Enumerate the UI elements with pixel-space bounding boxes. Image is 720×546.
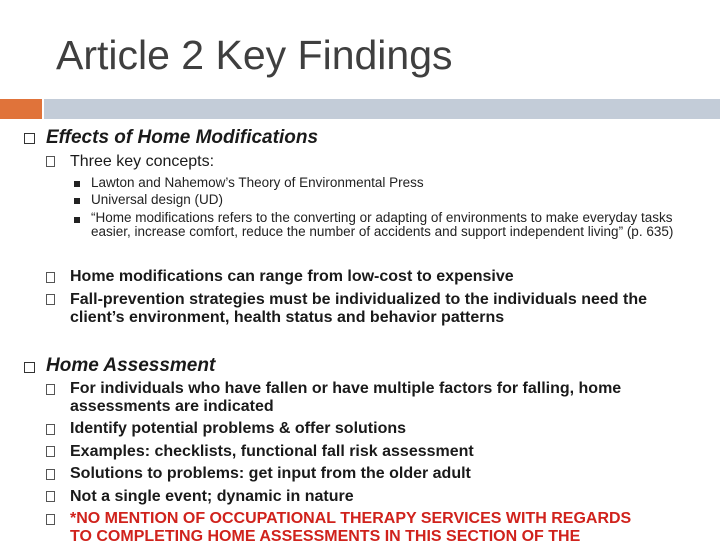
hollow-box-bullet-icon — [46, 514, 55, 525]
sub-item-line: Fall-prevention strategies must be individualized to the individuals need the — [70, 291, 647, 308]
filled-square-bullet-icon — [74, 198, 80, 204]
filled-square-bullet-icon — [74, 181, 80, 187]
ot-note-line: *NO MENTION OF OCCUPATIONAL THERAPY SERVICES WITH REGARDS — [70, 510, 632, 527]
concept-item: Lawton and Nahemow’s Theory of Environmental Press — [91, 175, 424, 190]
hollow-square-bullet-icon — [24, 362, 35, 373]
hollow-square-bullet-icon — [24, 133, 35, 144]
hollow-box-bullet-icon — [46, 272, 55, 283]
assessment-item-line: assessments are indicated — [70, 398, 274, 415]
hollow-box-bullet-icon — [46, 469, 55, 480]
hollow-box-bullet-icon — [46, 384, 55, 395]
slide-title: Article 2 Key Findings — [56, 32, 453, 78]
hollow-box-bullet-icon — [46, 156, 55, 167]
assessment-item: Examples: checklists, functional fall risk assessment — [70, 443, 474, 460]
section-heading: Home Assessment — [46, 355, 216, 376]
assessment-item: Not a single event; dynamic in nature — [70, 488, 354, 505]
concept-item: “Home modifications refers to the converting or adapting of environments to make everyday tasks easier, increase comfort, reduce the number of accidents and support independent living” (p. 635) — [91, 210, 674, 239]
sub-item: Three key concepts: — [70, 153, 215, 170]
assessment-item: Identify potential problems & offer solutions — [70, 420, 407, 437]
accent-bar-gray — [44, 99, 720, 119]
filled-square-bullet-icon — [74, 217, 80, 223]
concept-item: Universal design (UD) — [91, 192, 224, 207]
hollow-box-bullet-icon — [46, 446, 55, 457]
accent-bar-orange — [0, 99, 42, 119]
sub-item-line: client’s environment, health status and behavior patterns — [70, 309, 505, 326]
assessment-item: Solutions to problems: get input from the older adult — [70, 465, 471, 482]
hollow-box-bullet-icon — [46, 424, 55, 435]
hollow-box-bullet-icon — [46, 294, 55, 305]
bar-divider — [42, 99, 44, 119]
hollow-box-bullet-icon — [46, 491, 55, 502]
ot-note-line: TO COMPLETING HOME ASSESSMENTS IN THIS SECTION OF THE — [70, 528, 581, 545]
section-heading: Effects of Home Modifications — [46, 127, 319, 148]
sub-item: Home modifications can range from low-cost to expensive — [70, 268, 514, 285]
assessment-item-line: For individuals who have fallen or have multiple factors for falling, home — [70, 380, 622, 397]
